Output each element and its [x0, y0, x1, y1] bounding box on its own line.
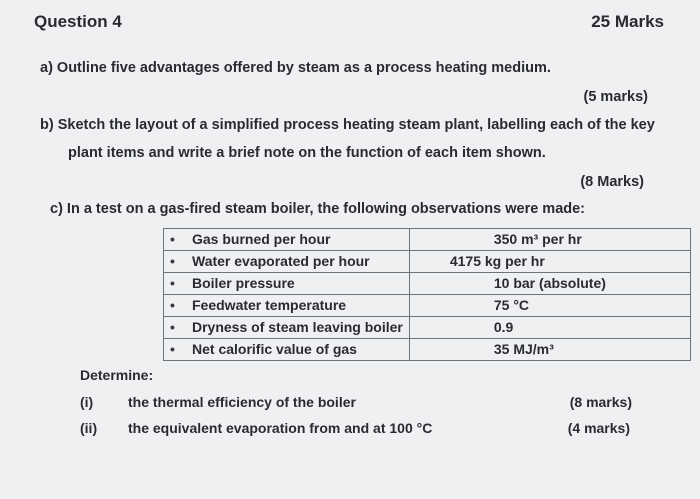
observation-label: • Gas burned per hour: [164, 229, 410, 251]
observations-table: [163, 228, 691, 361]
table-row: [164, 339, 691, 361]
observation-value: 35 MJ/m³: [409, 339, 690, 361]
part-b-line1: b) Sketch the layout of a simplified process heating steam plant, labelling each of the key: [40, 117, 655, 133]
observation-value: 75 °C: [409, 295, 690, 317]
table-row: [164, 273, 691, 295]
observation-label: • Net calorific value of gas: [164, 339, 410, 361]
bullet-icon: •: [170, 231, 175, 247]
observation-value: 0.9: [409, 317, 690, 339]
item-text: the thermal efficiency of the boiler: [128, 394, 356, 410]
bullet-icon: •: [170, 253, 175, 269]
item-number: (i): [80, 394, 94, 410]
bullet-icon: •: [170, 275, 175, 291]
bullet-icon: •: [170, 297, 175, 313]
bullet-icon: •: [170, 341, 175, 357]
item-marks: (8 marks): [569, 394, 632, 410]
observation-label: • Water evaporated per hour: [164, 251, 410, 273]
observation-value: 350 m³ per hr: [409, 229, 690, 251]
part-b-line2: plant items and write a brief note on the function of each item shown.: [68, 145, 546, 161]
part-c-intro: c) In a test on a gas-fired steam boiler, the following observations were made:: [50, 201, 586, 217]
question-title: Question 4: [34, 12, 122, 31]
table-row: [164, 229, 691, 251]
determine-label: Determine:: [80, 367, 154, 383]
part-b-marks: (8 Marks): [580, 174, 644, 190]
observation-label: • Boiler pressure: [164, 273, 410, 295]
item-number: (ii): [80, 420, 98, 436]
observation-label: • Feedwater temperature: [164, 295, 410, 317]
observation-value: 4175 kg per hr: [409, 251, 690, 273]
total-marks: 25 Marks: [591, 12, 664, 31]
part-a-marks: (5 marks): [583, 89, 648, 105]
table-row: [164, 317, 691, 339]
bullet-icon: •: [170, 319, 175, 335]
table-row: [164, 251, 691, 273]
table-row: [164, 295, 691, 317]
part-a-text: a) Outline five advantages offered by steam as a process heating medium.: [40, 60, 551, 76]
observation-label: • Dryness of steam leaving boiler: [164, 317, 410, 339]
item-text: the equivalent evaporation from and at 100 °C: [128, 420, 433, 436]
item-marks: (4 marks): [567, 420, 630, 436]
observation-value: 10 bar (absolute): [409, 273, 690, 295]
